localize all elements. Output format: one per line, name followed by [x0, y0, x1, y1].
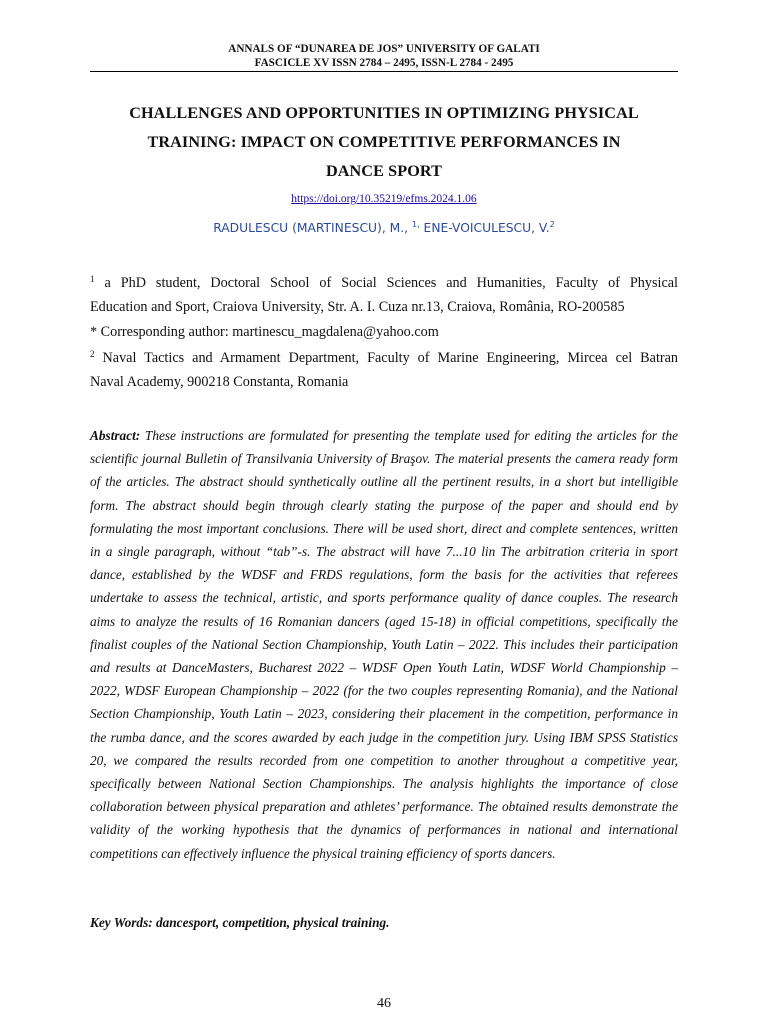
affiliation-2: [90, 346, 678, 394]
corresponding-author: * Corresponding author: martinescu_magdalena@yahoo.com: [90, 324, 439, 340]
affiliation-2-mark: 2: [90, 349, 95, 359]
affiliation-2-line2: Naval Academy, 900218 Constanta, Romania: [90, 374, 349, 390]
author-list: [90, 218, 678, 238]
doi-line: [90, 192, 678, 206]
journal-header: [90, 42, 678, 70]
abstract: [90, 424, 678, 865]
paper-title-line2: TRAINING: IMPACT ON COMPETITIVE PERFORMANCES IN: [147, 133, 621, 151]
paper-title: [90, 99, 678, 186]
journal-header-line1: ANNALS OF “DUNAREA DE JOS” UNIVERSITY OF GALATI: [228, 43, 540, 55]
keywords: Key Words: dancesport, competition, physical training.: [90, 915, 390, 930]
author-1-affiliation-mark: 1,: [412, 220, 420, 229]
affiliation-1-line1: $^1$ a PhD student, Doctoral School of Social Sciences and Humanities, Faculty of Physical: [90, 274, 678, 291]
paper-title-line3: DANCE SPORT: [325, 162, 443, 180]
doi-link[interactable]: https://doi.org/10.35219/efms.2024.1.06: [291, 193, 477, 205]
journal-header-line2: FASCICLE XV ISSN 2784 – 2495, ISSN-L 2784 - 2495: [254, 57, 514, 69]
author-1-name: RADULESCU (MARTINESCU), M.,: [213, 221, 412, 235]
abstract-label: Abstract:: [90, 428, 141, 443]
affiliation-2-line1: $^2$ Naval Tactics and Armament Department, Faculty of Marine Engineering, Mircea cel Batran: [90, 349, 678, 366]
affiliation-1-mark: 1: [90, 274, 95, 284]
author-2-affiliation-mark: 2: [549, 220, 555, 229]
author-2-name: ENE-VOICULESCU, V.: [419, 221, 550, 235]
page-number: 46: [377, 996, 391, 1011]
affiliation-1-line2: Education and Sport, Craiova University, Str. A. I. Cuza nr.13, Craiova, România, RO-200585: [90, 299, 625, 315]
paper-title-line1: CHALLENGES AND OPPORTUNITIES IN OPTIMIZING PHYSICAL: [129, 104, 639, 122]
abstract-text: These instructions are formulated for presenting the template used for editing the articles for the scientific journal Bulletin of Transilvania University of Braşov. The material presents the camera ready form of the articles. The abstract should synthetically outline all the pertinent results, in a short but intelligible form. The abstract should begin through clearly stating the purpose of the paper and should end by formulating the most important conclusions. There will be used short, direct and complete sentences, written in a single paragraph, without “tab”-s. The abstract will have 7...10 lin The arbitration criteria in sport dance, established by the WDSF and FRDS regulations, form the basis for the activities that referees undertake to assess the technical, artistic, and sports performance quality of dance couples. The research aims to analyze the results of 16 Romanian dancers (aged 15-18) in official competitions, specifically the finalist couples of the National Section Championship, Youth Latin – 2022. This includes their participation and results at DanceMasters, Bucharest 2022 – WDSF Open Youth Latin, WDSF World Championship – 2022, WDSF European Championship – 2022 (for the two couples representing Romania), and the National Section Championship, Youth Latin – 2023, considering their placement in the competition, performance in the rumba dance, and the scores awarded by each judge in the competition jury. Using IBM SPSS Statistics 20, we compared the results recorded from one competition to another throughout a competitive year, specifically between National Section Championships. The analysis highlights the importance of close collaboration between physical preparation and athletes’ performance. The obtained results demonstrate the validity of the working hypothesis that the dynamics of performances in national and international competitions can effectively influence the physical training efficiency of sports dancers.: [90, 428, 678, 861]
affiliation-1: [90, 271, 678, 319]
header-divider: [90, 71, 678, 72]
